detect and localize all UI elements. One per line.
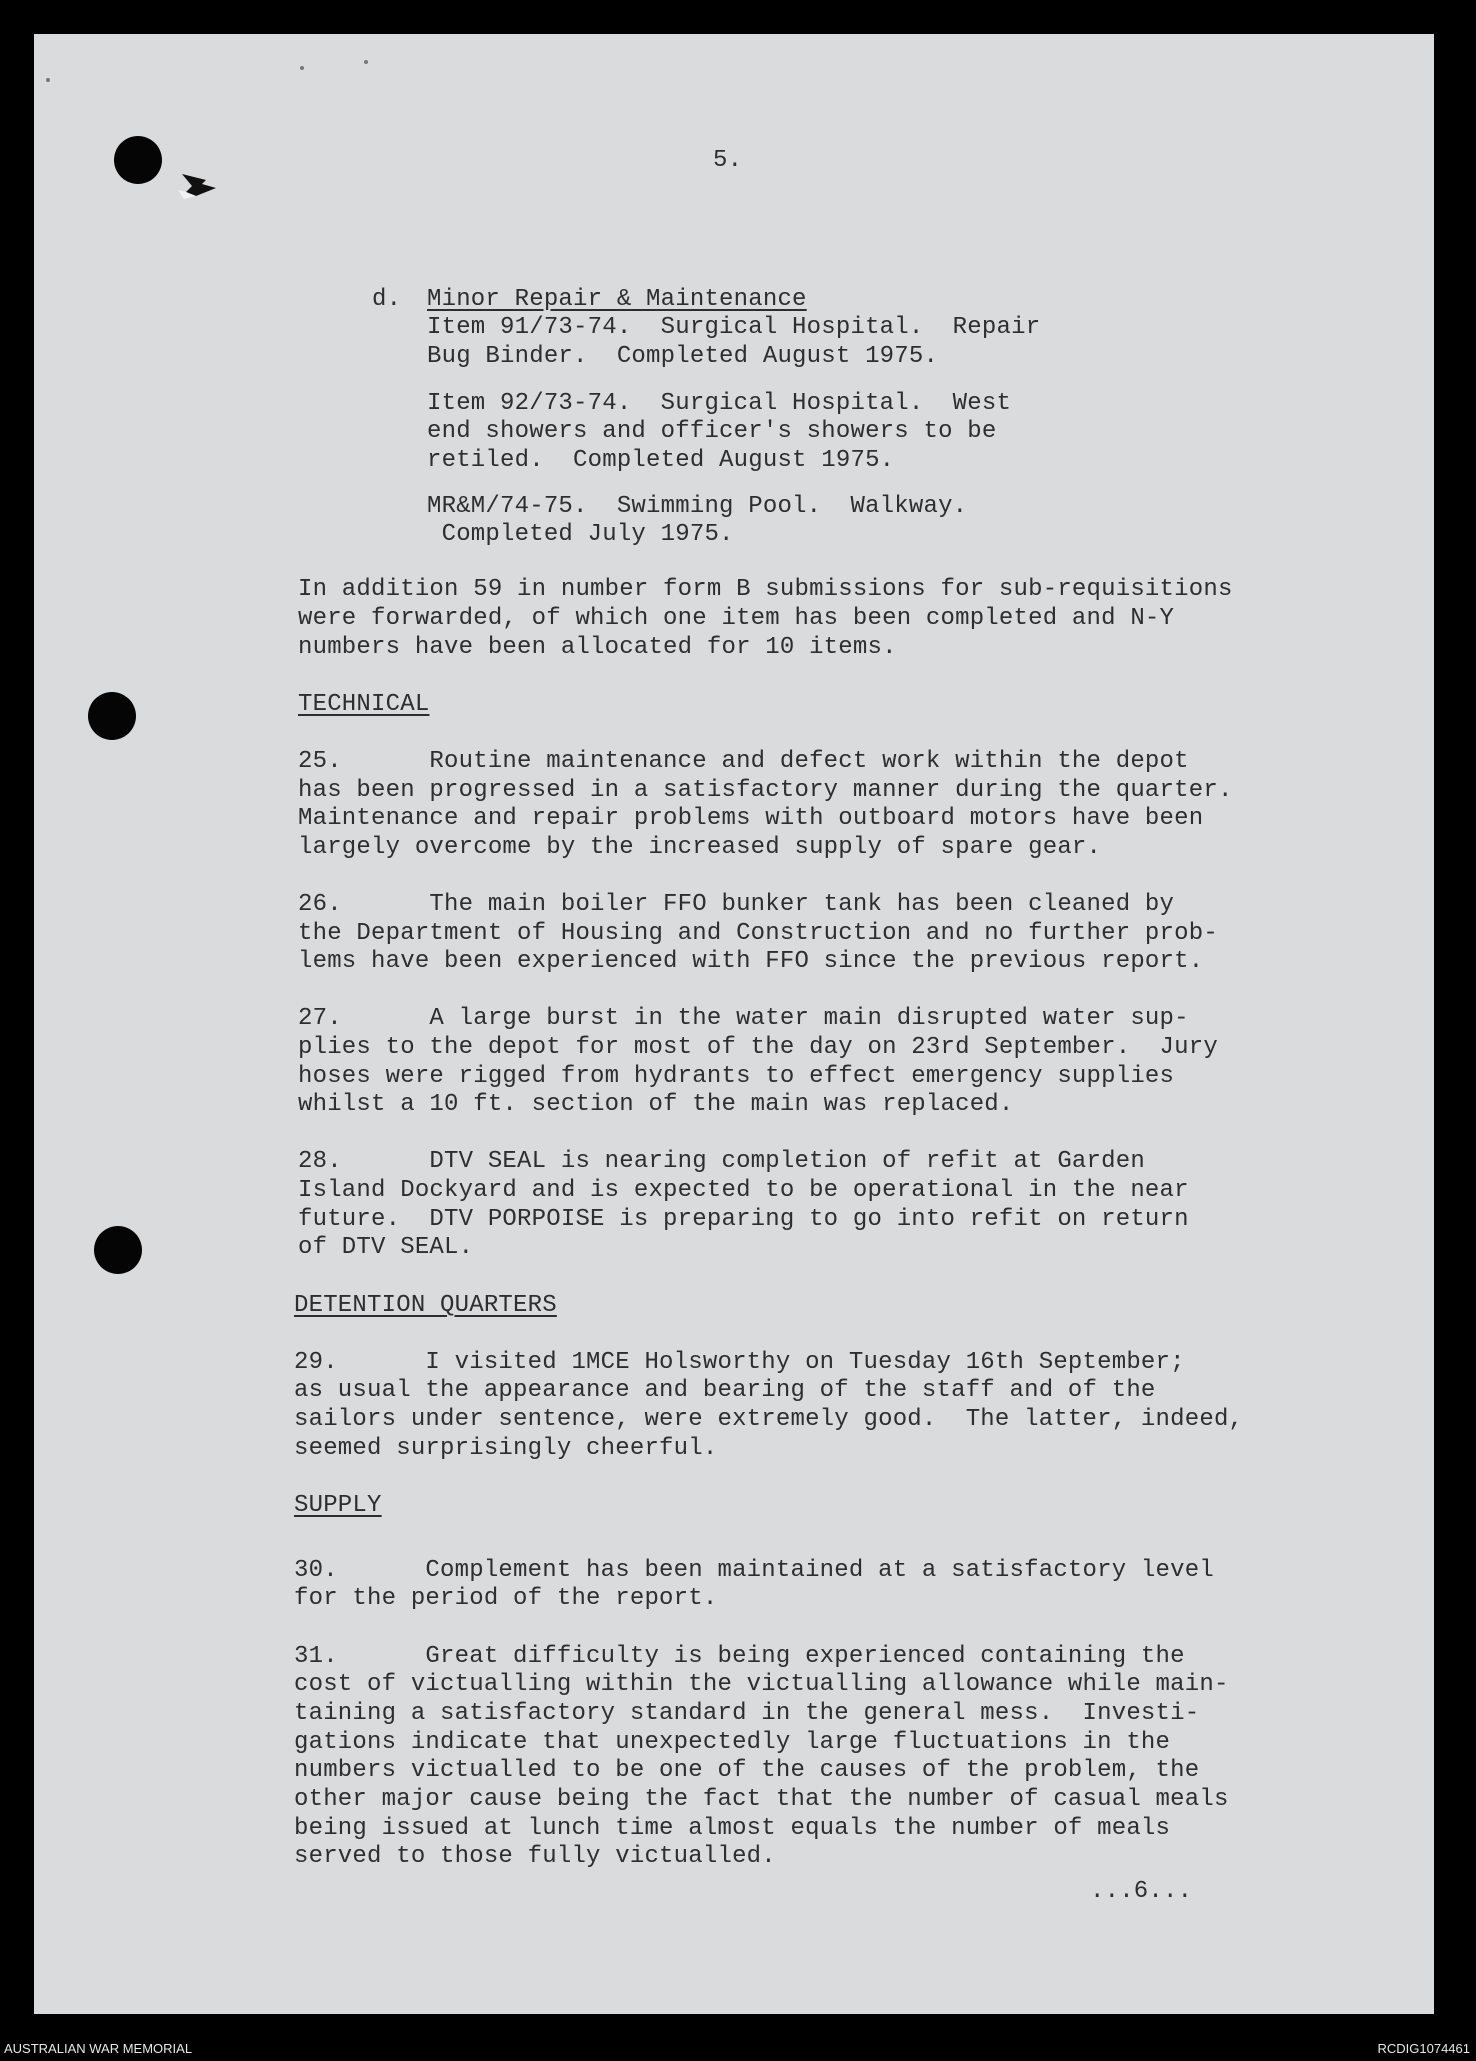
- para-line: sailors under sentence, were extremely good. The latter, indeed,: [294, 1406, 1244, 1433]
- para-line: 28. DTV SEAL is nearing completion of refit at Garden: [298, 1148, 1145, 1175]
- minor-repair-heading: Minor Repair & Maintenance: [427, 286, 807, 313]
- para-line: seemed surprisingly cheerful.: [294, 1435, 718, 1462]
- para-line: of DTV SEAL.: [298, 1234, 474, 1261]
- para-line: In addition 59 in number form B submissions for sub-requisitions: [298, 576, 1233, 603]
- torn-paper-mark: [176, 170, 220, 200]
- para-line: served to those fully victualled.: [294, 1843, 776, 1870]
- archive-footer: [0, 2035, 1476, 2061]
- entry-line: Completed July 1975.: [427, 521, 734, 548]
- section-heading-technical: TECHNICAL: [298, 691, 430, 718]
- entry-line: MR&M/74-75. Swimming Pool. Walkway.: [427, 493, 968, 520]
- page-number: 5.: [713, 147, 743, 174]
- para-line: 30. Complement has been maintained at a satisfactory level: [294, 1557, 1214, 1584]
- item-d-letter: d.: [372, 286, 402, 313]
- para-line: largely overcome by the increased supply of spare gear.: [298, 834, 1102, 861]
- para-line: taining a satisfactory standard in the general mess. Investi-: [294, 1700, 1200, 1727]
- para-line: Island Dockyard and is expected to be operational in the near: [298, 1177, 1189, 1204]
- paper-speck: [300, 66, 304, 70]
- para-line: the Department of Housing and Construction and no further prob-: [298, 920, 1218, 947]
- punch-hole-middle: [88, 692, 136, 740]
- para-line: plies to the depot for most of the day on 23rd September. Jury: [298, 1034, 1218, 1061]
- para-line: for the period of the report.: [294, 1585, 718, 1612]
- para-line: hoses were rigged from hydrants to effect emergency supplies: [298, 1063, 1175, 1090]
- para-line: other major cause being the fact that the number of casual meals: [294, 1786, 1229, 1813]
- paper-speck: [46, 78, 50, 82]
- continuation-marker: ...6...: [1090, 1878, 1193, 1905]
- para-line: being issued at lunch time almost equals the number of meals: [294, 1815, 1171, 1842]
- footer-institution: AUSTRALIAN WAR MEMORIAL: [4, 2041, 193, 2056]
- section-heading-supply: SUPPLY: [294, 1492, 382, 1519]
- para-line: numbers have been allocated for 10 items.: [298, 634, 897, 661]
- para-line: lems have been experienced with FFO since the previous report.: [298, 948, 1204, 975]
- entry-line: Bug Binder. Completed August 1975.: [427, 343, 939, 370]
- para-line: 27. A large burst in the water main disrupted water sup-: [298, 1005, 1189, 1032]
- para-line: whilst a 10 ft. section of the main was replaced.: [298, 1091, 1014, 1118]
- para-line: numbers victualled to be one of the causes of the problem, the: [294, 1757, 1200, 1784]
- para-line: 25. Routine maintenance and defect work within the depot: [298, 748, 1189, 775]
- para-line: has been progressed in a satisfactory manner during the quarter.: [298, 777, 1233, 804]
- entry-line: Item 91/73-74. Surgical Hospital. Repair: [427, 314, 1041, 341]
- para-line: Maintenance and repair problems with outboard motors have been: [298, 805, 1204, 832]
- footer-record-id: RCDIG1074461: [1377, 2041, 1470, 2056]
- paper-speck: [364, 60, 368, 64]
- para-line: 29. I visited 1MCE Holsworthy on Tuesday 16th September;: [294, 1349, 1185, 1376]
- punch-hole-bottom: [94, 1226, 142, 1274]
- section-heading-detention-quarters: DETENTION QUARTERS: [294, 1292, 557, 1319]
- para-line: as usual the appearance and bearing of the staff and of the: [294, 1377, 1156, 1404]
- entry-line: end showers and officer's showers to be: [427, 418, 997, 445]
- para-line: cost of victualling within the victualling allowance while main-: [294, 1671, 1229, 1698]
- para-line: 26. The main boiler FFO bunker tank has been cleaned by: [298, 891, 1175, 918]
- entry-line: retiled. Completed August 1975.: [427, 447, 895, 474]
- punch-hole-top: [114, 136, 162, 184]
- para-line: 31. Great difficulty is being experienced containing the: [294, 1643, 1185, 1670]
- para-line: gations indicate that unexpectedly large fluctuations in the: [294, 1729, 1171, 1756]
- para-line: were forwarded, of which one item has been completed and N-Y: [298, 605, 1175, 632]
- entry-line: Item 92/73-74. Surgical Hospital. West: [427, 390, 1012, 417]
- para-line: future. DTV PORPOISE is preparing to go into refit on return: [298, 1206, 1189, 1233]
